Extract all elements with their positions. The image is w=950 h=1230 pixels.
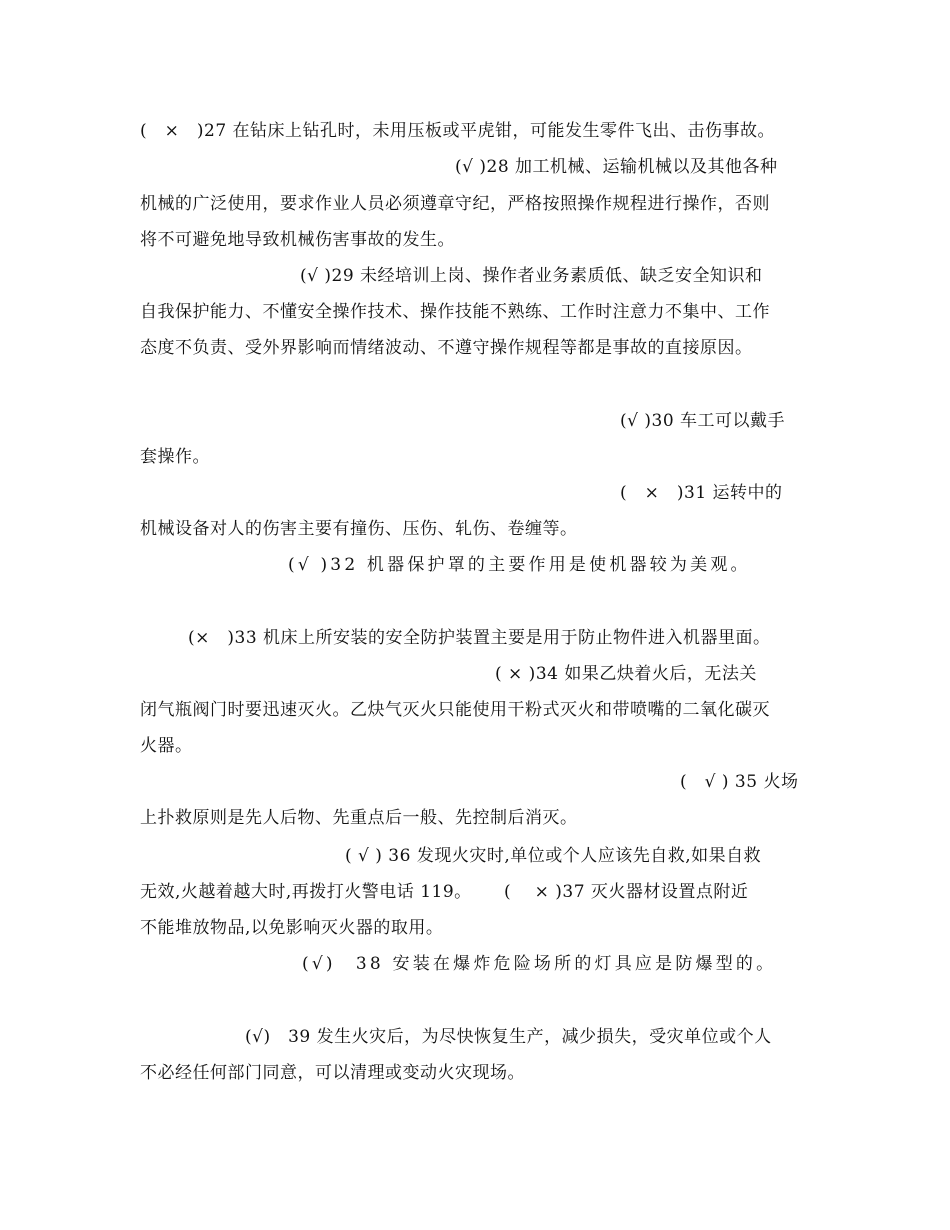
item-36-37-line: 无效,火越着越大时,再拨打火警电话 119。 ( × )37 灭火器材设置点附近 [140,882,749,902]
item-29-line-3: 态度不负责、受外界影响而情绪波动、不遵守操作规程等都是事故的直接原因。 [140,338,753,358]
item-31-line-start: ( × )31 运转中的 [620,483,783,503]
item-39-line-start: (√) 39 发生火灾后，为尽快恢复生产，减少损失，受灾单位或个人 [245,1027,772,1047]
item-35-line-start: ( √ ) 35 火场 [680,772,799,792]
item-29-line-start: (√ )29 未经培训上岗、操作者业务素质低、缺乏安全知识和 [300,266,763,286]
item-34-line-3: 火器。 [140,736,193,756]
item-36-line-start: ( √ ) 36 发现火灾时,单位或个人应该先自救,如果自救 [345,846,762,866]
item-30-line-start: (√ )30 车工可以戴手 [620,411,786,431]
item-34-line-start: ( × )34 如果乙炔着火后，无法关 [495,664,757,684]
item-29-line-2: 自我保护能力、不懂安全操作技术、操作技能不熟练、工作时注意力不集中、工作 [140,302,770,322]
item-28-line-3: 将不可避免地导致机械伤害事故的发生。 [140,230,455,250]
item-35-line-2: 上扑救原则是先人后物、先重点后一般、先控制后消灭。 [140,808,578,828]
item-39-line-2: 不必经任何部门同意，可以清理或变动火灾现场。 [140,1063,525,1083]
item-28-line-start: (√ )28 加工机械、运输机械以及其他各种 [455,157,778,177]
item-28-line-2: 机械的广泛使用，要求作业人员必须遵章守纪，严格按照操作规程进行操作，否则 [140,194,770,214]
item-34-line-2: 闭气瓶阀门时要迅速灭火。乙炔气灭火只能使用干粉式灭火和带喷嘴的二氧化碳灭 [140,700,770,720]
item-27-line: ( × )27 在钻床上钻孔时，未用压板或平虎钳，可能发生零件飞出、击伤事故。 [140,121,776,141]
item-31-line-2: 机械设备对人的伤害主要有撞伤、压伤、轧伤、卷缠等。 [140,519,578,539]
item-38-line: (√) 38 安装在爆炸危险场所的灯具应是防爆型的。 [302,954,777,974]
item-37-line-2: 不能堆放物品,以免影响灭火器的取用。 [140,918,444,938]
item-32-line: (√ )32 机器保护罩的主要作用是使机器较为美观。 [288,555,751,575]
item-33-line: (× )33 机床上所安装的安全防护装置主要是用于防止物件进入机器里面。 [188,628,771,648]
item-30-line-2: 套操作。 [140,447,210,467]
